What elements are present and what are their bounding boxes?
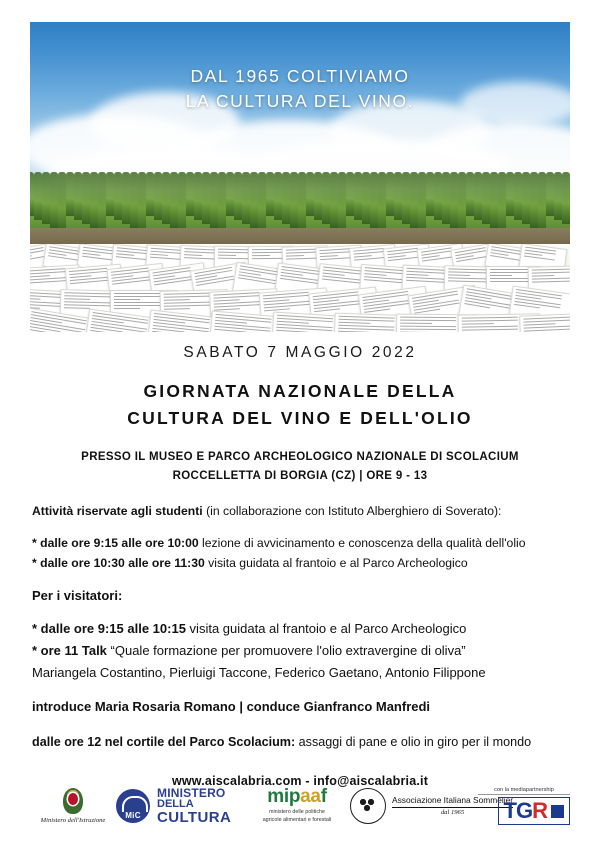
page-title [0,378,600,432]
tgr-text-tg: TG [503,798,533,823]
vine-row [186,172,194,216]
mipaaf-word-accent: aa [300,786,321,808]
vine-row [474,172,482,220]
mediapartnership-label: con la mediapartnership [478,787,570,795]
vine-row [498,172,506,232]
vine-row [354,172,362,220]
vine-row [90,172,98,228]
vine-row [98,172,106,232]
vine-row [234,172,242,220]
mic-abbrev-label: MiC [125,811,141,820]
vine-row [466,172,474,216]
logo-ministero-cultura [116,781,244,831]
logo-tgr [478,781,570,831]
students-item-1 [32,535,568,553]
vine-row [306,172,314,216]
vine-row [146,172,154,216]
venue-line2: ROCCELLETTA DI BORGIA (CZ) | ORE 9 - 13 [172,469,428,482]
vine-row [74,172,82,220]
tgr-text-r: R [532,798,547,823]
ministero-cultura-line2: DELLA [157,797,194,810]
mipaaf-word-part2: f [320,786,327,808]
tasting-line-rest: assaggi di pane e olio in giro per il mondo [295,735,532,750]
visitors-item-2-text: “Quale formazione per promuovere l'olio extravergine di oliva” [106,642,466,658]
vine-row [274,172,282,220]
vine-row [442,172,450,224]
logo-ministero-istruzione [30,781,116,831]
vine-row [202,172,210,224]
students-item-2-time: * dalle ore 10:30 alle ore 11:30 [32,556,205,571]
vine-row [522,172,530,224]
hero-title-line1: DAL 1965 COLTIVIAMO [190,66,410,86]
document-sheet [519,312,570,332]
logo-ministero-cultura-text [157,787,231,826]
tasting-line [32,733,568,751]
tasting-line-bold: dalle ore 12 nel cortile del Parco Scolacium: [32,735,296,750]
tgr-wordmark [504,800,547,822]
italian-republic-emblem-icon [63,788,83,814]
visitors-item-2 [32,642,568,661]
mipaaf-word-part1: mip [267,786,301,808]
vine-row [50,172,58,228]
vine-row [402,172,410,224]
vine-row [258,172,266,232]
mipaaf-subtitle-line1: ministero delle politiche [268,809,326,816]
tgr-square-icon [551,805,564,818]
visitors-item-2-time: * ore 11 Talk [32,642,107,658]
vine-row [530,172,538,228]
mipaaf-subtitle-line2: agricole alimentari e forestali [262,817,332,823]
venue-info [0,448,600,485]
vine-row [170,172,178,228]
vine-row [330,172,338,228]
vine-row [538,172,546,232]
page-title-line1: GIORNATA NAZIONALE DELLA [143,381,457,401]
vine-row [490,172,498,228]
visitors-item-1 [32,620,568,639]
vine-row [114,172,122,220]
vine-row [138,172,146,232]
vine-row [66,172,74,216]
visitors-heading-text: Per i visitatori: [32,588,123,604]
students-heading-rest: (in collaborazione con Istituto Alberghiero di Soverato): [202,504,502,519]
vine-row [42,172,50,224]
vine-row [282,172,290,224]
vine-row [250,172,258,228]
vine-row [418,172,426,232]
vine-row [266,172,274,216]
students-item-1-time: * dalle ore 9:15 alle ore 10:00 [32,535,199,550]
logo-bar [30,778,570,834]
vine-row [514,172,522,220]
vine-row [178,172,186,232]
visitors-heading [32,587,568,606]
mipaaf-wordmark [267,787,326,806]
venue-line1: PRESSO IL MUSEO E PARCO ARCHEOLOGICO NAZIONALE DI SCOLACIUM [81,451,519,464]
vine-row [562,172,570,224]
vine-row [546,172,554,216]
vine-row [106,172,114,216]
hero-title [30,64,570,115]
visitors-item-1-time: * dalle ore 9:15 alle 10:15 [32,620,186,636]
hero-image [30,22,570,332]
vine-row [450,172,458,228]
vine-row [194,172,202,220]
vine-row [290,172,298,228]
ministero-cultura-line3: CULTURA [157,809,232,827]
mipaaf-subtitle [263,809,332,825]
content-block [0,344,600,788]
page-title-line2: CULTURA DEL VINO E DELL'OLIO [127,408,473,429]
vine-row [554,172,562,220]
mic-mark-icon [116,789,150,823]
vine-row [482,172,490,224]
vine-row [386,172,394,216]
vine-row [378,172,386,232]
ais-year-label: dal 1965 [392,807,513,817]
vine-row [154,172,162,220]
vine-row [130,172,138,228]
documents-field [30,244,570,332]
vine-row [426,172,434,216]
students-heading-bold: Attività riservate agli studenti [32,504,203,519]
students-item-2 [32,555,568,573]
vine-row [506,172,514,216]
program-body [0,503,600,752]
vine-row [162,172,170,224]
vine-row [410,172,418,228]
vine-row [122,172,130,224]
ais-name-label: Associazione Italiana Sommelier [392,795,514,805]
students-heading [32,503,568,521]
tgr-mark [498,797,570,825]
vine-row [338,172,346,232]
vine-row [218,172,226,232]
vine-row [226,172,234,216]
logo-ministero-istruzione-label: Ministero dell'Istruzione [40,817,106,824]
website-line[interactable]: www.aiscalabria.com - info@aiscalabria.it [171,773,429,788]
logo-ais [350,781,514,831]
vine-row [58,172,66,232]
hero-title-line2: LA CULTURA DEL VINO. [185,91,415,112]
vine-row [322,172,330,224]
logo-mipaaf [244,781,350,831]
event-date: SABATO 7 MAGGIO 2022 [183,344,417,361]
vine-row [362,172,370,224]
vine-row [346,172,354,216]
hosts-line: introduce Maria Rosaria Romano | conduce Gianfranco Manfredi [32,699,431,715]
visitors-item-1-text: visita guidata al frantoio e al Parco Archeologico [185,620,467,636]
ministero-cultura-line1: MINISTERO [157,785,226,800]
speaker-names: Mariangela Costantino, Pierluigi Taccone, Federico Gaetano, Antonio Filippone [32,664,486,680]
vine-row [210,172,218,228]
vine-row [34,172,42,220]
vine-row [82,172,90,224]
vine-row [314,172,322,220]
grape-icon [350,788,386,824]
vine-row [298,172,306,232]
vine-row [394,172,402,220]
vine-row [242,172,250,224]
vine-row [458,172,466,232]
vine-row [434,172,442,220]
students-item-2-text: visita guidata al frantoio e al Parco Archeologico [204,556,468,571]
students-item-1-text: lezione di avvicinamento e conoscenza della qualità dell'olio [198,535,526,550]
vine-row [370,172,378,228]
